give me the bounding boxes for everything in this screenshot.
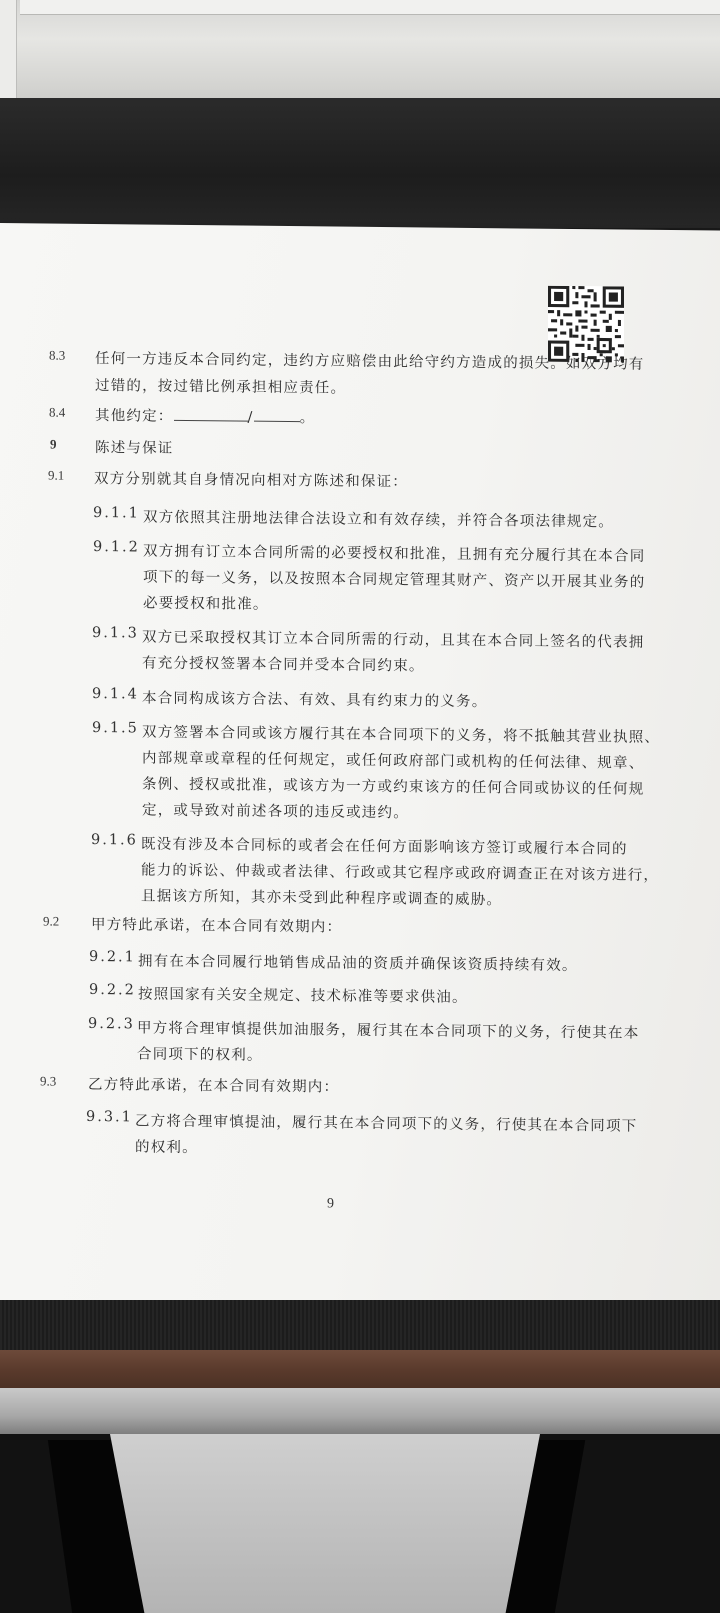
clause-text-line: 乙方将合理审慎提油，履行其在本合同项下的义务，行使其在本合同项下	[135, 1113, 638, 1135]
clause-text-line: 甲方特此承诺，在本合同有效期内：	[91, 916, 343, 936]
clause-text-line: 既没有涉及本合同标的或者会在任何方面影响该方签订或履行本合同的	[141, 836, 628, 858]
subclause-number: 9.2.3	[88, 1015, 135, 1033]
other-agreement-line	[95, 404, 315, 427]
clause-text-line: 双方签署本合同或该方履行其在本合同项下的义务，将不抵触其营业执照、	[142, 724, 661, 746]
clause-text-line: 双方拥有订立本合同所需的必要授权和批准，且拥有充分履行其在本合同	[143, 543, 646, 565]
clause-text-line: 拥有在本合同履行地销售成品油的资质并确保该资质持续有效。	[138, 953, 578, 975]
section-title: 陈述与保证	[95, 439, 174, 457]
clause-text-line: 双方已采取授权其订立本合同所需的行动，且其在本合同上签名的代表拥	[142, 629, 645, 651]
clause-text-line: 双方依照其注册地法律合法设立和有效存续，并符合各项法律规定。	[143, 509, 614, 531]
clause-text-line: 任何一方违反本合同约定，违约方应赔偿由此给守约方造成的损失。如双方均有	[95, 350, 645, 373]
other-agreement-end: 。	[299, 410, 316, 427]
background-desk	[0, 98, 720, 228]
subclause-number: 9.1.2	[93, 538, 140, 556]
clause-number: 9.3	[40, 1073, 57, 1089]
clause-text-line: 条例、授权或批准，或该方为一方或约束该方的任何合同或协议的任何规	[142, 776, 645, 798]
subclause-number: 9.1.5	[92, 719, 139, 737]
background-wood-edge	[0, 1350, 720, 1390]
subclause-number: 9.1.1	[93, 504, 140, 522]
background-metal-edge	[0, 1388, 720, 1434]
document-page	[0, 223, 720, 1308]
clause-text-line: 项下的每一义务，以及按照本合同规定管理其财产、资产以开展其业务的	[143, 569, 646, 591]
subclause-number: 9.1.6	[91, 831, 138, 849]
clause-text-line: 乙方特此承诺，在本合同有效期内：	[88, 1076, 340, 1096]
subclause-number: 9.2.1	[89, 948, 136, 966]
subclause-number: 9.1.3	[92, 624, 139, 642]
subclause-number: 9.3.1	[86, 1108, 133, 1126]
other-agreement-blank-2[interactable]	[254, 407, 300, 422]
background-mat	[0, 1300, 720, 1352]
clause-text-line: 定，或导致对前述各项的违反或违约。	[142, 802, 409, 822]
background-paper-edge	[20, 0, 720, 15]
clause-number: 8.3	[49, 347, 66, 363]
subclause-number: 9.2.2	[89, 981, 136, 999]
clause-text-line: 过错的，按过错比例承担相应责任。	[95, 377, 347, 397]
clause-number: 9.2	[43, 913, 60, 929]
clause-text-line: 必要授权和批准。	[143, 595, 269, 613]
clause-text-line: 本合同构成该方合法、有效、具有约束力的义务。	[142, 690, 488, 711]
other-agreement-label: 其他约定：	[95, 407, 174, 425]
clause-text-line: 合同项下的权利。	[137, 1046, 263, 1064]
clause-text-line: 有充分授权签署本合同并受本合同约束。	[142, 655, 425, 675]
clause-text-line: 双方分别就其自身情况向相对方陈述和保证：	[94, 470, 408, 491]
other-agreement-blank-1[interactable]	[174, 406, 248, 422]
clause-text-line: 且据该方所知，其亦未受到此种程序或调查的威胁。	[141, 888, 503, 909]
background-cloth	[110, 1434, 540, 1613]
clause-number: 8.4	[49, 404, 66, 420]
subclause-number: 9.1.4	[92, 685, 139, 703]
page-number: 9	[327, 1196, 334, 1212]
section-number: 9	[50, 436, 57, 452]
clause-text-line: 内部规章或章程的任何规定，或任何政府部门或机构的任何法律、规章、	[142, 750, 645, 772]
clause-text-line: 能力的诉讼、仲裁或者法律、行政或其它程序或政府调查正在对该方进行，	[141, 862, 660, 884]
clause-text-line: 的权利。	[135, 1139, 198, 1157]
clause-text-line: 按照国家有关安全规定、技术标准等要求供油。	[138, 986, 468, 1006]
clause-text-line: 甲方将合理审慎提供加油服务，履行其在本合同项下的义务，行使其在本	[137, 1020, 640, 1042]
other-agreement-slash: /	[247, 409, 254, 426]
clause-number: 9.1	[48, 467, 65, 483]
